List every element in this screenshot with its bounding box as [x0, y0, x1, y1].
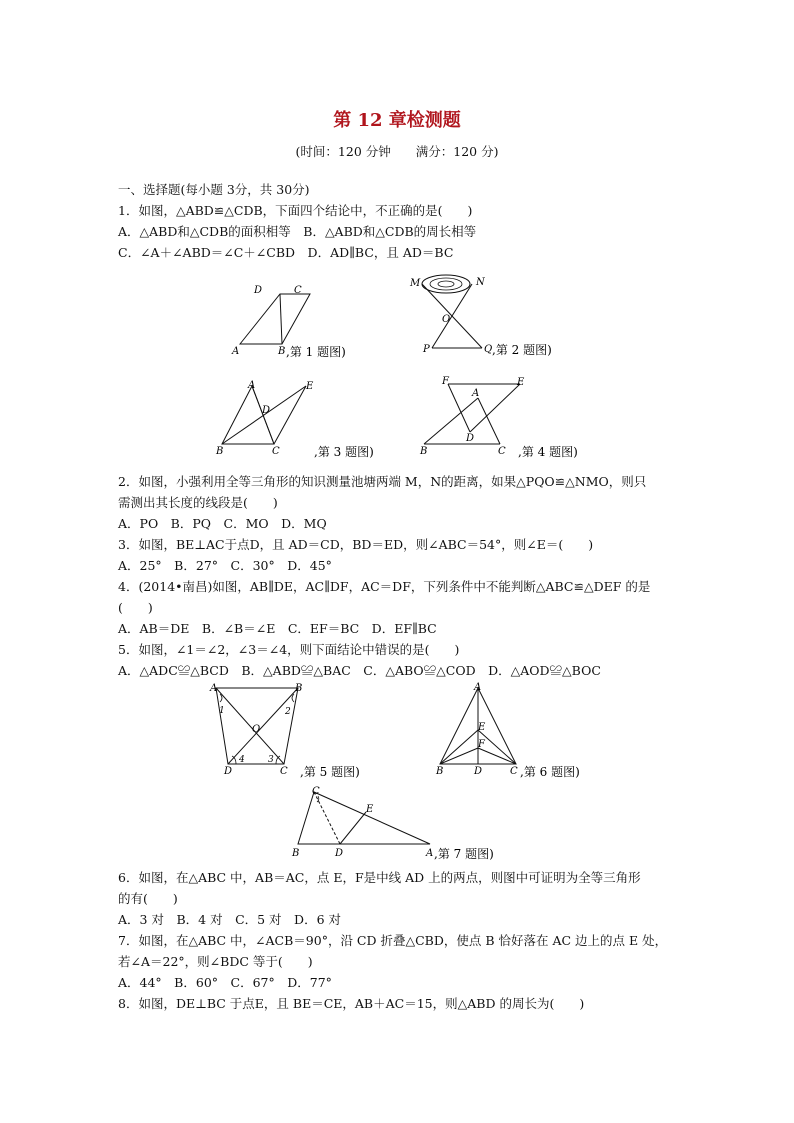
- fig1-label-a: A: [232, 346, 240, 357]
- fig2-label-o: O: [442, 314, 451, 325]
- question-1-options-ab: A．△ABD和△CDB的面积相等 B．△ABD和△CDB的周长相等: [118, 224, 477, 239]
- figure-3: [214, 378, 394, 460]
- fig4-label-a: A: [472, 388, 480, 399]
- fig1-label-b: B: [278, 346, 286, 357]
- fig4-label-f: F: [442, 376, 449, 387]
- fig2-label-p: P: [423, 344, 430, 355]
- fig2-label-n: N: [476, 277, 485, 288]
- fig5-label-3: 3: [268, 755, 274, 765]
- fig5-label-2: 2: [285, 707, 291, 717]
- fig5-label-b: B: [295, 683, 303, 694]
- fig7-label-a: A: [426, 848, 434, 859]
- fig4-label-c: C: [498, 446, 506, 457]
- fig2-caption: ,第 2 题图): [492, 343, 552, 357]
- fig1-caption: ,第 1 题图): [286, 345, 346, 359]
- section-heading: 一、选择题(每小题 3分，共 30分): [118, 182, 310, 197]
- figure-2: [408, 268, 578, 363]
- question-4-cont: ( ): [118, 600, 153, 615]
- question-5: 5．如图，∠1＝∠2，∠3＝∠4，则下面结论中错误的是( ): [118, 642, 460, 657]
- fig3-caption: ,第 3 题图): [314, 445, 374, 459]
- fig3-label-a: A: [248, 380, 256, 391]
- question-6-cont: 的有( ): [118, 891, 178, 906]
- fig6-label-c: C: [510, 766, 518, 777]
- fig5-label-o: O: [252, 724, 261, 735]
- question-7: 7．如图，在△ABC 中，∠ACB＝90°，沿 CD 折叠△CBD，使点 B 恰好落在 AC 边上的点 E 处，: [118, 933, 668, 948]
- question-5-options: A．△ADC≌△BCD B．△ABD≌△BAC C．△ABO≌△COD D．△AOD≌△BOC: [118, 663, 601, 678]
- fig6-label-d: D: [474, 766, 483, 777]
- fig5-label-d: D: [224, 766, 233, 777]
- fig6-caption: ,第 6 题图): [520, 765, 580, 779]
- fig4-caption: ,第 4 题图): [518, 445, 578, 459]
- fig3-label-b: B: [216, 446, 224, 457]
- figure-6: [432, 680, 612, 780]
- fig4-label-d: D: [466, 433, 475, 444]
- figure-7: [290, 786, 520, 864]
- page-title: 第 12 章检测题: [333, 110, 461, 131]
- fig5-label-4: 4: [239, 755, 245, 765]
- fig7-label-e: E: [366, 804, 374, 815]
- question-7-cont: 若∠A＝22°，则∠BDC 等于( ): [118, 954, 313, 969]
- fig6-label-f: F: [478, 739, 485, 750]
- figure-5: [206, 680, 416, 780]
- fig7-label-c: C: [312, 786, 320, 797]
- fig6-label-a: A: [474, 682, 482, 693]
- fig1-label-d: D: [254, 285, 263, 296]
- fig5-label-1: 1: [219, 706, 225, 716]
- fig5-label-a: A: [210, 683, 218, 694]
- question-1: 1．如图，△ABD≌△CDB，下面四个结论中，不正确的是( ): [118, 203, 473, 218]
- question-3: 3．如图，BE⊥AC于点D，且 AD＝CD，BD＝ED，则∠ABC＝54°，则∠E＝( ): [118, 537, 594, 552]
- question-8: 8．如图，DE⊥BC 于点E，且 BE＝CE，AB＋AC＝15，则△ABD 的周长为( ): [118, 996, 585, 1011]
- fig1-label-c: C: [294, 285, 302, 296]
- fig3-label-e: E: [306, 381, 314, 392]
- fig4-label-e: E: [517, 377, 525, 388]
- question-2-cont: 需测出其长度的线段是( ): [118, 495, 278, 510]
- fig7-caption: ,第 7 题图): [434, 847, 494, 861]
- fig4-label-b: B: [420, 446, 428, 457]
- question-2-options: A．PO B．PQ C．MO D．MQ: [118, 516, 327, 531]
- figure-4: [418, 374, 608, 460]
- question-1-options-cd: C．∠A＋∠ABD＝∠C＋∠CBD D．AD∥BC，且 AD＝BC: [118, 245, 454, 260]
- question-6: 6．如图，在△ABC 中，AB＝AC，点 E，F是中线 AD 上的两点，则图中可证明为全等三角形: [118, 870, 641, 885]
- question-4: 4．(2014•南昌)如图，AB∥DE，AC∥DF，AC＝DF，下列条件中不能判断△ABC≌△DEF 的是: [118, 579, 651, 594]
- fig7-label-d: D: [335, 848, 344, 859]
- question-3-options: A．25° B．27° C．30° D．45°: [118, 558, 332, 573]
- question-7-options: A．44° B．60° C．67° D．77°: [118, 975, 332, 990]
- question-4-options: A．AB＝DE B．∠B＝∠E C．EF＝BC D．EF∥BC: [118, 621, 437, 636]
- fig6-label-b: B: [436, 766, 444, 777]
- question-2: 2．如图，小强利用全等三角形的知识测量池塘两端 M，N的距离，如果△PQO≌△NMO，则只: [118, 474, 647, 489]
- question-6-options: A．3 对 B．4 对 C．5 对 D．6 对: [118, 912, 342, 927]
- fig2-label-m: M: [410, 278, 421, 289]
- figure-1: [228, 282, 388, 362]
- fig2-label-q: Q: [484, 344, 493, 355]
- fig3-label-c: C: [272, 446, 280, 457]
- fig7-label-b: B: [292, 848, 300, 859]
- page-subtitle: (时间：120 分钟 满分：120 分): [295, 144, 499, 159]
- fig5-caption: ,第 5 题图): [300, 765, 360, 779]
- fig6-label-e: E: [478, 722, 486, 733]
- fig5-label-c: C: [280, 766, 288, 777]
- fig3-label-d: D: [262, 405, 271, 416]
